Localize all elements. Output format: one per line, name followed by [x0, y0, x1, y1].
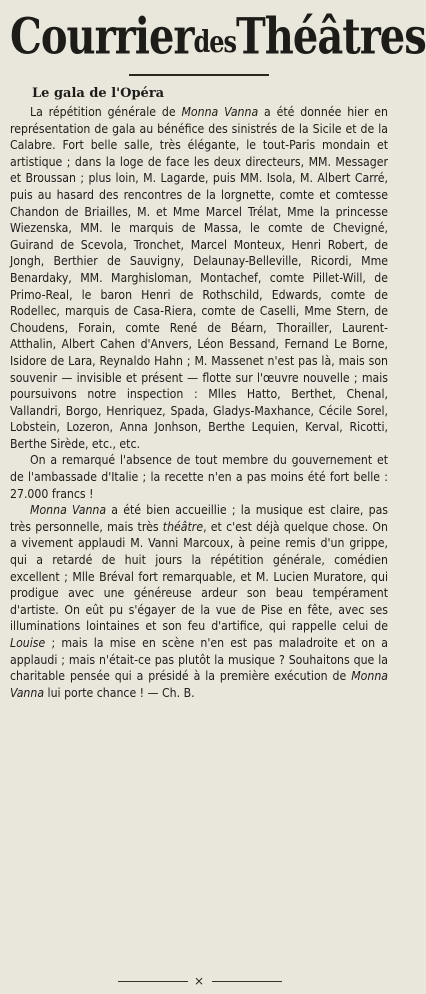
- p1-text-a: La répétition générale de: [30, 105, 182, 119]
- separator-glyph: ×: [193, 974, 207, 988]
- separator-line-right: [212, 981, 282, 982]
- p1-text-b: a été donnée hier en représentation de gala au bénéfice des sinistrés de la Sicile et de la Calabre. Fort belle salle, très élégante, le tout-Paris mondain et artistique ; dans la loge de face les deux directeurs, MM. Messager et Broussan ; plus loin, M. Lagarde, puis MM. Isola, M. Albert Carré, puis au hasard des rencontres de la lorgnette, comte et comtesse Chandon de Briailles, M. et Mme Marcel Trélat, Mme la princesse Wiezenska, MM. le marquis de Massa, le comte de Chevigné, Guirand de Scevola, Tronchet, Marcel Monteux, Henri Robert, de Jongh, Berthier de Sauvigny, Delaunay-Belleville, Ricordi, Mme Benardaky, MM. Marghisloman, Montachef, comte Pillet-Will, de Primo-Real, le baron Henri de Rothschild, Edwards, comte de Rodellec, marquis de Casa-Riera, comte de Caselli, Mme Stern, de Choudens, Forain, comte René de Béarn, Thorailler, Laurent-Atthalin, Albert Cahen d'Anvers, Léon Bessand, Fernand Le Borne, Isidore de Lara, Reynaldo Hahn ; M. Massenet n'est pas là, mais son souvenir — invisible et présent — flotte sur l'œuvre nouvelle ; mais poursuivons notre inspection : Mlles Hatto, Berthet, Chenal, Vallandri, Borgo, Henriquez, Spada, Gladys-Maxhance, Cécile Sorel, Lobstein, Lozeron, Anna Jonhson, Berthe Lequien, Kerval, Ricotti, Berthe Sirède, etc., etc.: [10, 105, 389, 451]
- masthead-word-des: des: [193, 23, 237, 60]
- p3-text-c: ; mais la mise en scène n'en est pas maladroite et on a applaudi ; mais n'était-ce pas plutôt la musique ? Souhaitons que la charitable pensée qui a présidé à la première exécution de: [10, 636, 388, 684]
- p3-text-d: lui porte chance ! —: [44, 685, 162, 700]
- p3-title-monna-vanna: Monna Vanna: [30, 503, 107, 518]
- section-title: Le gala de l'Opéra: [32, 86, 165, 101]
- masthead-word-courrier: Courrier: [10, 7, 194, 66]
- p3-title-monna-vanna-2: Monna Vanna: [10, 669, 388, 700]
- end-separator: [0, 974, 400, 988]
- masthead: [10, 0, 426, 66]
- p3-title-louise: Louise: [10, 636, 46, 650]
- p3-word-theatre: théâtre: [162, 519, 204, 534]
- paragraph-1: [10, 104, 388, 452]
- author-signature: Ch. B.: [162, 685, 195, 700]
- p3-text-b: , et c'est déjà quelque chose. On a vivement applaudi M. Vanni Marcoux, à peine remis d'un grippe, qui a retardé de huit jours la répétition générale, comédien excellent ; Mlle Bréval fort remarquable, et M. Lucien Muratore, qui prodigue avec une généreuse ardeur son beau tempérament d'artiste. On eût pu s'égayer de la vue de Pise en fête, avec ses illuminations lointaines et son feu d'artifice, qui rappelle celui de: [10, 519, 388, 634]
- p3-text-a: a été bien accueillie ; la musique est claire, pas très personnelle, mais très: [10, 503, 388, 534]
- masthead-word-theatres: Théâtres: [236, 7, 426, 66]
- paragraph-2: On a remarqué l'absence de tout membre du gouvernement et de l'ambassade d'Italie ; la recette n'en a pas moins été fort belle : 27.000 francs !: [10, 453, 388, 501]
- p1-title-monna-vanna: Monna Vanna: [181, 105, 259, 119]
- article-body: [10, 104, 388, 701]
- paragraph-3: [10, 502, 388, 701]
- separator-line-left: [118, 981, 188, 982]
